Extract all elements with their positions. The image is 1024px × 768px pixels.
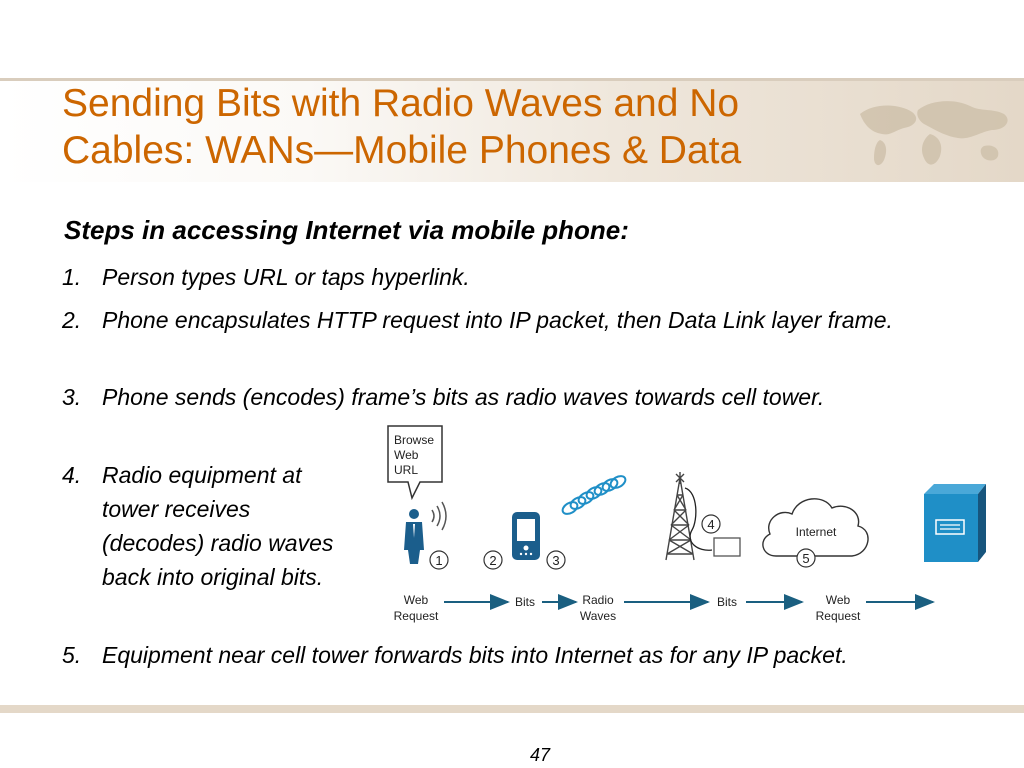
step-item [62,303,942,337]
step-number: 3. [62,384,82,410]
radio-waves-icon [561,474,628,517]
marker-label: 1 [435,553,443,568]
step-marker-5 [797,549,815,567]
step-item [62,380,942,414]
radio-equipment-box [714,538,740,556]
step-text: Person types URL or taps hyperlink. [102,264,470,290]
web-server-icon [924,484,986,562]
marker-label: 4 [707,517,715,532]
step-number: 2. [62,307,82,333]
internet-cloud-icon [763,499,868,556]
step-marker-3 [547,551,565,569]
step-number: 4. [62,462,82,488]
step-number: 1. [62,264,82,290]
internet-label: Internet [795,525,837,539]
world-map-graphic [820,84,1024,180]
speech-bubble-line: Web [394,448,419,462]
step-text: Radio equipment at tower receives (decodes) radio waves back into original bits. [102,462,334,590]
speech-bubble-line: Browse [394,433,435,447]
person-icon [404,509,424,564]
step-text: Phone sends (encodes) frame’s bits as radio waves towards cell tower. [102,384,825,410]
marker-label: 3 [552,553,560,568]
flow-label: Web [403,593,429,607]
step-item [62,638,942,672]
marker-label: 5 [802,551,810,566]
flow-label: Request [815,609,861,623]
step-text: Equipment near cell tower forwards bits into Internet as for any IP packet. [102,642,848,668]
flow-label: Bits [716,595,738,609]
cell-tower-icon [666,472,694,560]
mobile-data-diagram [380,420,1000,630]
speech-bubble-line: URL [394,463,419,477]
bottom-rule [0,705,1024,713]
signal-waves-icon [432,502,446,530]
page-number: 47 [530,745,551,765]
step-number: 5. [62,642,82,668]
step-text: Phone encapsulates HTTP request into IP packet, then Data Link layer frame. [102,307,893,333]
flow-label: Web [825,593,851,607]
flow-label: Request [393,609,439,623]
step-marker-2 [484,551,502,569]
slide-title: Sending Bits with Radio Waves and No Cables: WANs—Mobile Phones & Data [62,82,742,172]
flow-label: Bits [514,595,536,609]
steps-heading: Steps in accessing Internet via mobile phone: [64,215,629,245]
step-marker-1 [430,551,448,569]
phone-icon [512,512,540,560]
marker-label: 2 [489,553,497,568]
flow-label: Waves [579,609,617,623]
step-marker-4 [702,515,720,533]
flow-label: Radio [582,593,614,607]
speech-bubble [388,426,442,498]
step-item [62,260,942,294]
